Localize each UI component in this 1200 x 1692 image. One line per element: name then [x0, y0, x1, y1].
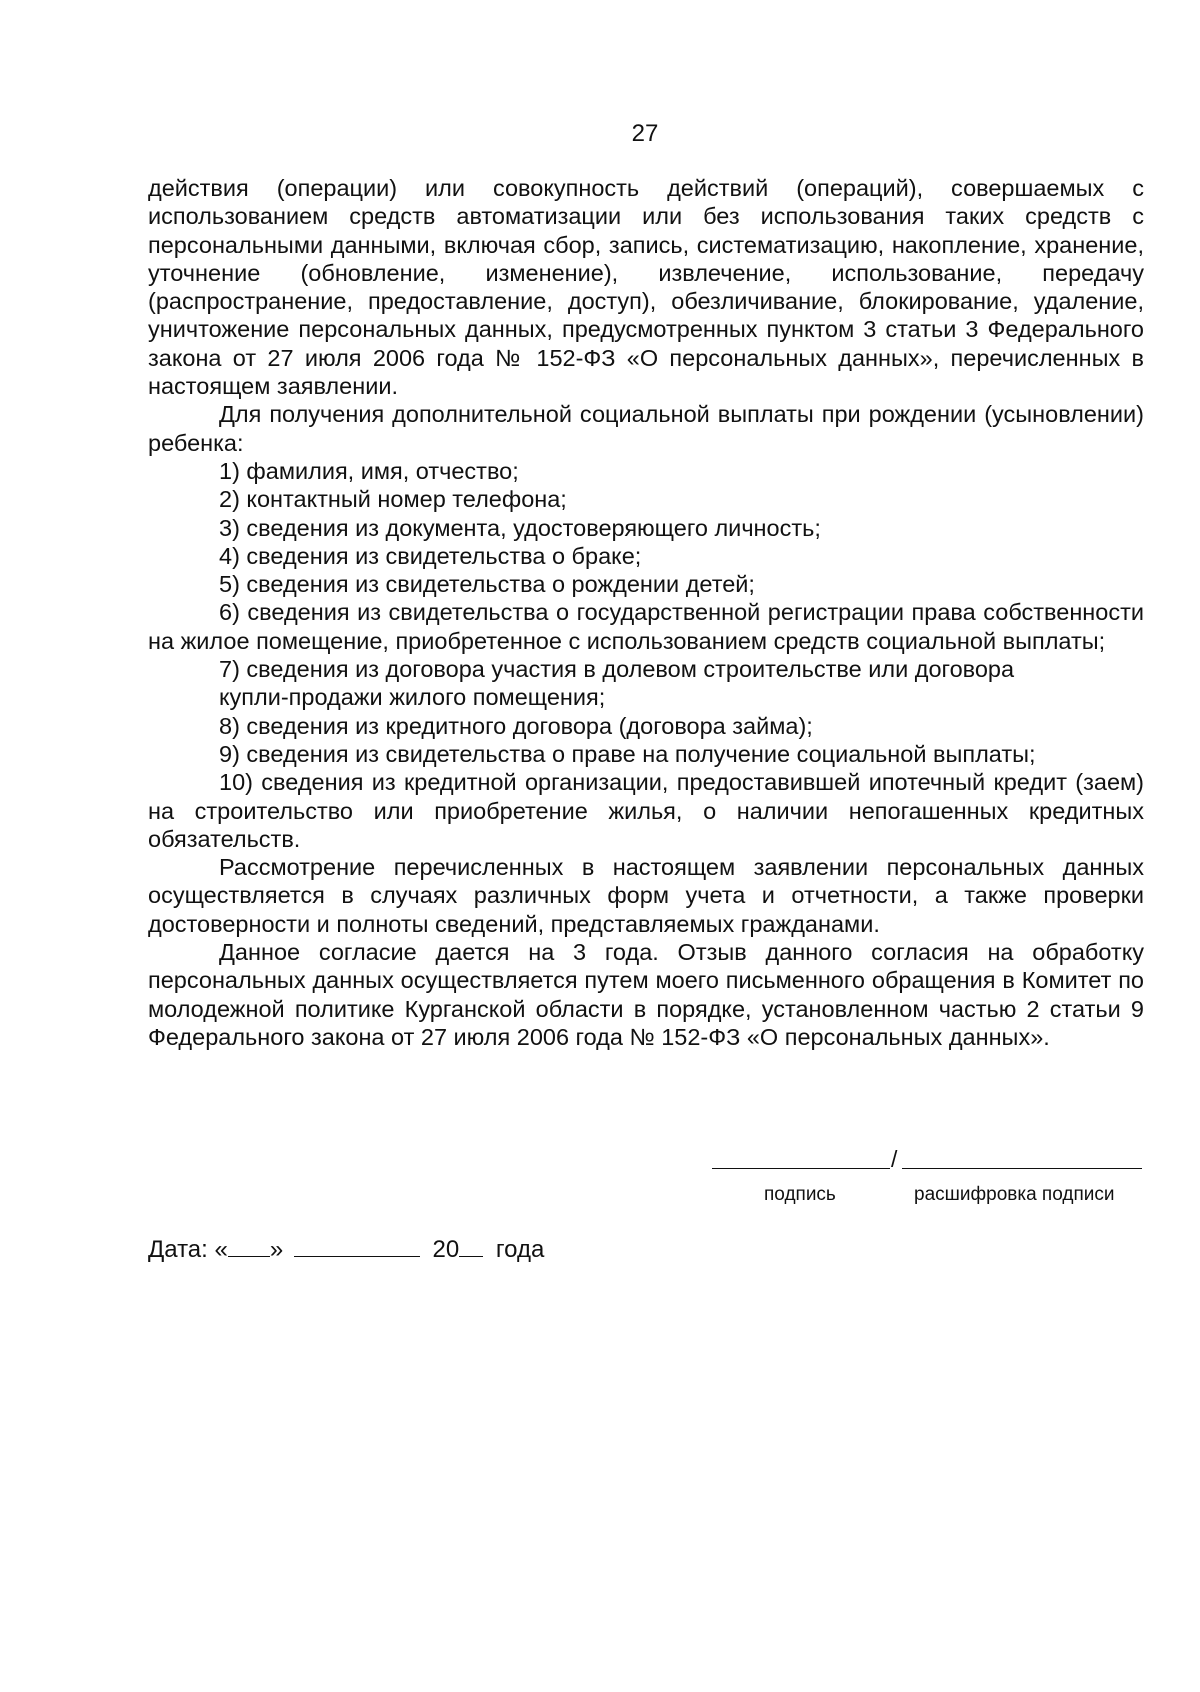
list-item-5: 5) сведения из свидетельства о рождении детей;: [219, 571, 755, 598]
paragraph-processing-actions: действия (операции) или совокупность действий (операций), совершаемых с использованием средств автоматизации или без использования таких средств с персональными данными, включая сбор, запись, систематизацию, накопление, хранение, уточнение (обновление, изменение), извлечение, использование, передачу (распространение, предоставление, доступ), обезличивание, блокирование, удаление, уничтожение персональных данных, предусмотренных пунктом 3 статьи 3 Федерального закона от 27 июля 2006 года № 152-ФЗ «О персональных данных», перечисленных в настоящем заявлении.: [148, 175, 1144, 400]
document-body: [148, 174, 1144, 1051]
date-row: [148, 1234, 544, 1264]
signature-line[interactable]: [712, 1168, 890, 1169]
list-item-4: 4) сведения из свидетельства о браке;: [219, 542, 642, 569]
list-item-7-line-2: купли-продажи жилого помещения;: [219, 684, 606, 711]
list-item-7-line-1: 7) сведения из договора участия в долевом строительстве или договора: [219, 656, 1015, 683]
list-item-3: 3) сведения из документа, удостоверяющего личность;: [219, 514, 821, 541]
date-month-blank[interactable]: [294, 1234, 420, 1257]
signature-label: подпись: [764, 1184, 836, 1205]
paragraph-consent-term: Данное согласие дается на 3 года. Отзыв данного согласия на обработку персональных данных осуществляется путем моего письменного обращения в Комитет по молодежной политике Курганской области в порядке, установленном частью 2 статьи 9 Федерального закона от 27 июля 2006 года № 152-ФЗ «О персональных данных».: [148, 939, 1144, 1050]
date-year-prefix: 20: [432, 1236, 460, 1263]
signature-slash: /: [891, 1146, 898, 1172]
list-item-2: 2) контактный номер телефона;: [219, 486, 567, 513]
date-day-blank[interactable]: [228, 1234, 270, 1257]
page-number: 27: [631, 120, 659, 147]
list-item-1: 1) фамилия, имя, отчество;: [219, 457, 519, 484]
date-label: Дата: «: [148, 1236, 228, 1263]
signature-decoding-label: расшифровка подписи: [914, 1184, 1115, 1205]
signature-decoding-line[interactable]: [902, 1168, 1142, 1169]
date-year-blank[interactable]: [459, 1234, 483, 1257]
list-item-8: 8) сведения из кредитного договора (договора займа);: [219, 712, 813, 739]
date-year-suffix: года: [495, 1236, 545, 1263]
paragraph-review: Рассмотрение перечисленных в настоящем заявлении персональных данных осуществляется в случаях различных форм учета и отчетности, а также проверки достоверности и полноты сведений, представляемых гражданами.: [148, 854, 1144, 937]
date-close-quote: »: [269, 1236, 284, 1263]
list-item-9: 9) сведения из свидетельства о праве на получение социальной выплаты;: [219, 740, 1036, 767]
list-item-10: 10) сведения из кредитной организации, предоставившей ипотечный кредит (заем) на строительство или приобретение жилья, о наличии непогашенных кредитных обязательств.: [148, 769, 1144, 852]
list-item-6: 6) сведения из свидетельства о государственной регистрации права собственности на жилое помещение, приобретенное с использованием средств социальной выплаты;: [148, 599, 1144, 654]
paragraph-purpose: Для получения дополнительной социальной выплаты при рождении (усыновлении) ребенка:: [148, 401, 1144, 456]
